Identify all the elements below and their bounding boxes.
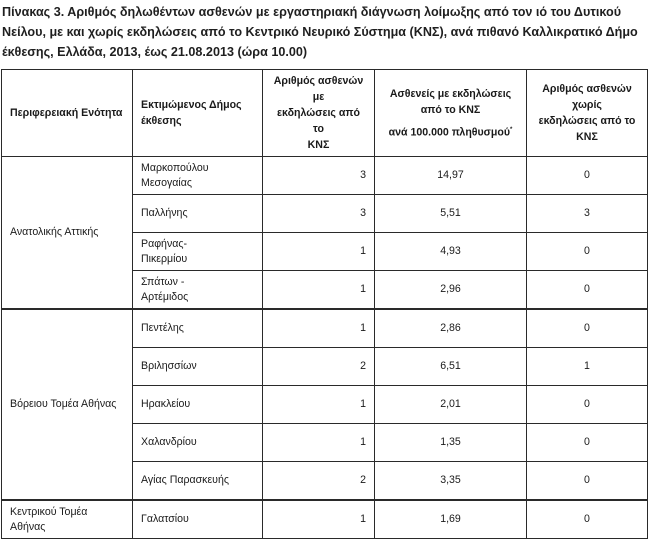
west-nile-cases-table bbox=[1, 69, 648, 539]
municipality-cell: Πεντέλης bbox=[133, 309, 263, 348]
cns-rate-cell: 1,35 bbox=[375, 424, 527, 462]
municipality-cell: Γαλατσίου bbox=[133, 500, 263, 539]
table-row bbox=[2, 500, 648, 539]
cns-rate-cell: 2,86 bbox=[375, 309, 527, 348]
header-non-cns-count: Αριθμός ασθενών χωρίς εκδηλώσεις από το ΚΝΣ bbox=[527, 70, 648, 157]
cns-count-cell: 1 bbox=[263, 500, 375, 539]
cns-count-cell: 1 bbox=[263, 309, 375, 348]
cns-count-cell: 1 bbox=[263, 424, 375, 462]
cns-rate-cell: 5,51 bbox=[375, 195, 527, 233]
municipality-cell: Βριλησσίων bbox=[133, 348, 263, 386]
table-caption: Πίνακας 3. Αριθμός δηλωθέντων ασθενών με εργαστηριακή διάγνωση λοίμωξης από τον ιό του Δυτικού Νείλου, με και χωρίς εκδηλώσεις από το Κεντρικό Νευρικό Σύστημα (ΚΝΣ), ανά πιθανό Καλλικρατικό Δήμο έκθεσης, Ελλάδα, 2013, έως 21.08.2013 (ώρα 10.00) bbox=[2, 5, 638, 59]
municipality-cell: Χαλανδρίου bbox=[133, 424, 263, 462]
header-cns-rate: Ασθενείς με εκδηλώσεις από το ΚΝΣ ανά 100.000 πληθυσμού* bbox=[375, 70, 527, 157]
header-municipality: Εκτιμώμενος Δήμος έκθεσης bbox=[133, 70, 263, 157]
municipality-cell: Παλλήνης bbox=[133, 195, 263, 233]
non-cns-count-cell: 3 bbox=[527, 195, 648, 233]
municipality-cell: Ηρακλείου bbox=[133, 386, 263, 424]
non-cns-count-cell: 0 bbox=[527, 233, 648, 271]
cns-count-cell: 3 bbox=[263, 157, 375, 195]
municipality-cell: Ραφήνας- Πικερμίου bbox=[133, 233, 263, 271]
cns-count-cell: 2 bbox=[263, 462, 375, 501]
header-region: Περιφερειακή Ενότητα bbox=[2, 70, 133, 157]
cns-count-cell: 1 bbox=[263, 386, 375, 424]
header-row bbox=[2, 70, 648, 157]
municipality-cell: Μαρκοπούλου Μεσογαίας bbox=[133, 157, 263, 195]
table-row bbox=[2, 309, 648, 348]
cns-count-cell: 1 bbox=[263, 233, 375, 271]
cns-rate-cell: 4,93 bbox=[375, 233, 527, 271]
non-cns-count-cell: 0 bbox=[527, 271, 648, 310]
region-cell: Βόρειου Τομέα Αθήνας bbox=[2, 309, 133, 500]
region-cell: Κεντρικού Τομέα Αθήνας bbox=[2, 500, 133, 539]
cns-count-cell: 2 bbox=[263, 348, 375, 386]
cns-rate-cell: 1,69 bbox=[375, 500, 527, 539]
cns-count-cell: 1 bbox=[263, 271, 375, 310]
footnote-marker: * bbox=[510, 126, 513, 133]
cns-count-cell: 3 bbox=[263, 195, 375, 233]
non-cns-count-cell: 0 bbox=[527, 309, 648, 348]
non-cns-count-cell: 0 bbox=[527, 500, 648, 539]
non-cns-count-cell: 0 bbox=[527, 424, 648, 462]
non-cns-count-cell: 0 bbox=[527, 462, 648, 501]
table-row bbox=[2, 157, 648, 195]
region-cell: Ανατολικής Αττικής bbox=[2, 157, 133, 310]
non-cns-count-cell: 0 bbox=[527, 157, 648, 195]
cns-rate-cell: 6,51 bbox=[375, 348, 527, 386]
non-cns-count-cell: 0 bbox=[527, 386, 648, 424]
cns-rate-cell: 14,97 bbox=[375, 157, 527, 195]
municipality-cell: Σπάτων - Αρτέμιδος bbox=[133, 271, 263, 310]
cns-rate-cell: 2,01 bbox=[375, 386, 527, 424]
header-cns-count: Αριθμός ασθενών με εκδηλώσεις από το ΚΝΣ bbox=[263, 70, 375, 157]
municipality-cell: Αγίας Παρασκευής bbox=[133, 462, 263, 501]
non-cns-count-cell: 1 bbox=[527, 348, 648, 386]
cns-rate-cell: 2,96 bbox=[375, 271, 527, 310]
cns-rate-cell: 3,35 bbox=[375, 462, 527, 501]
